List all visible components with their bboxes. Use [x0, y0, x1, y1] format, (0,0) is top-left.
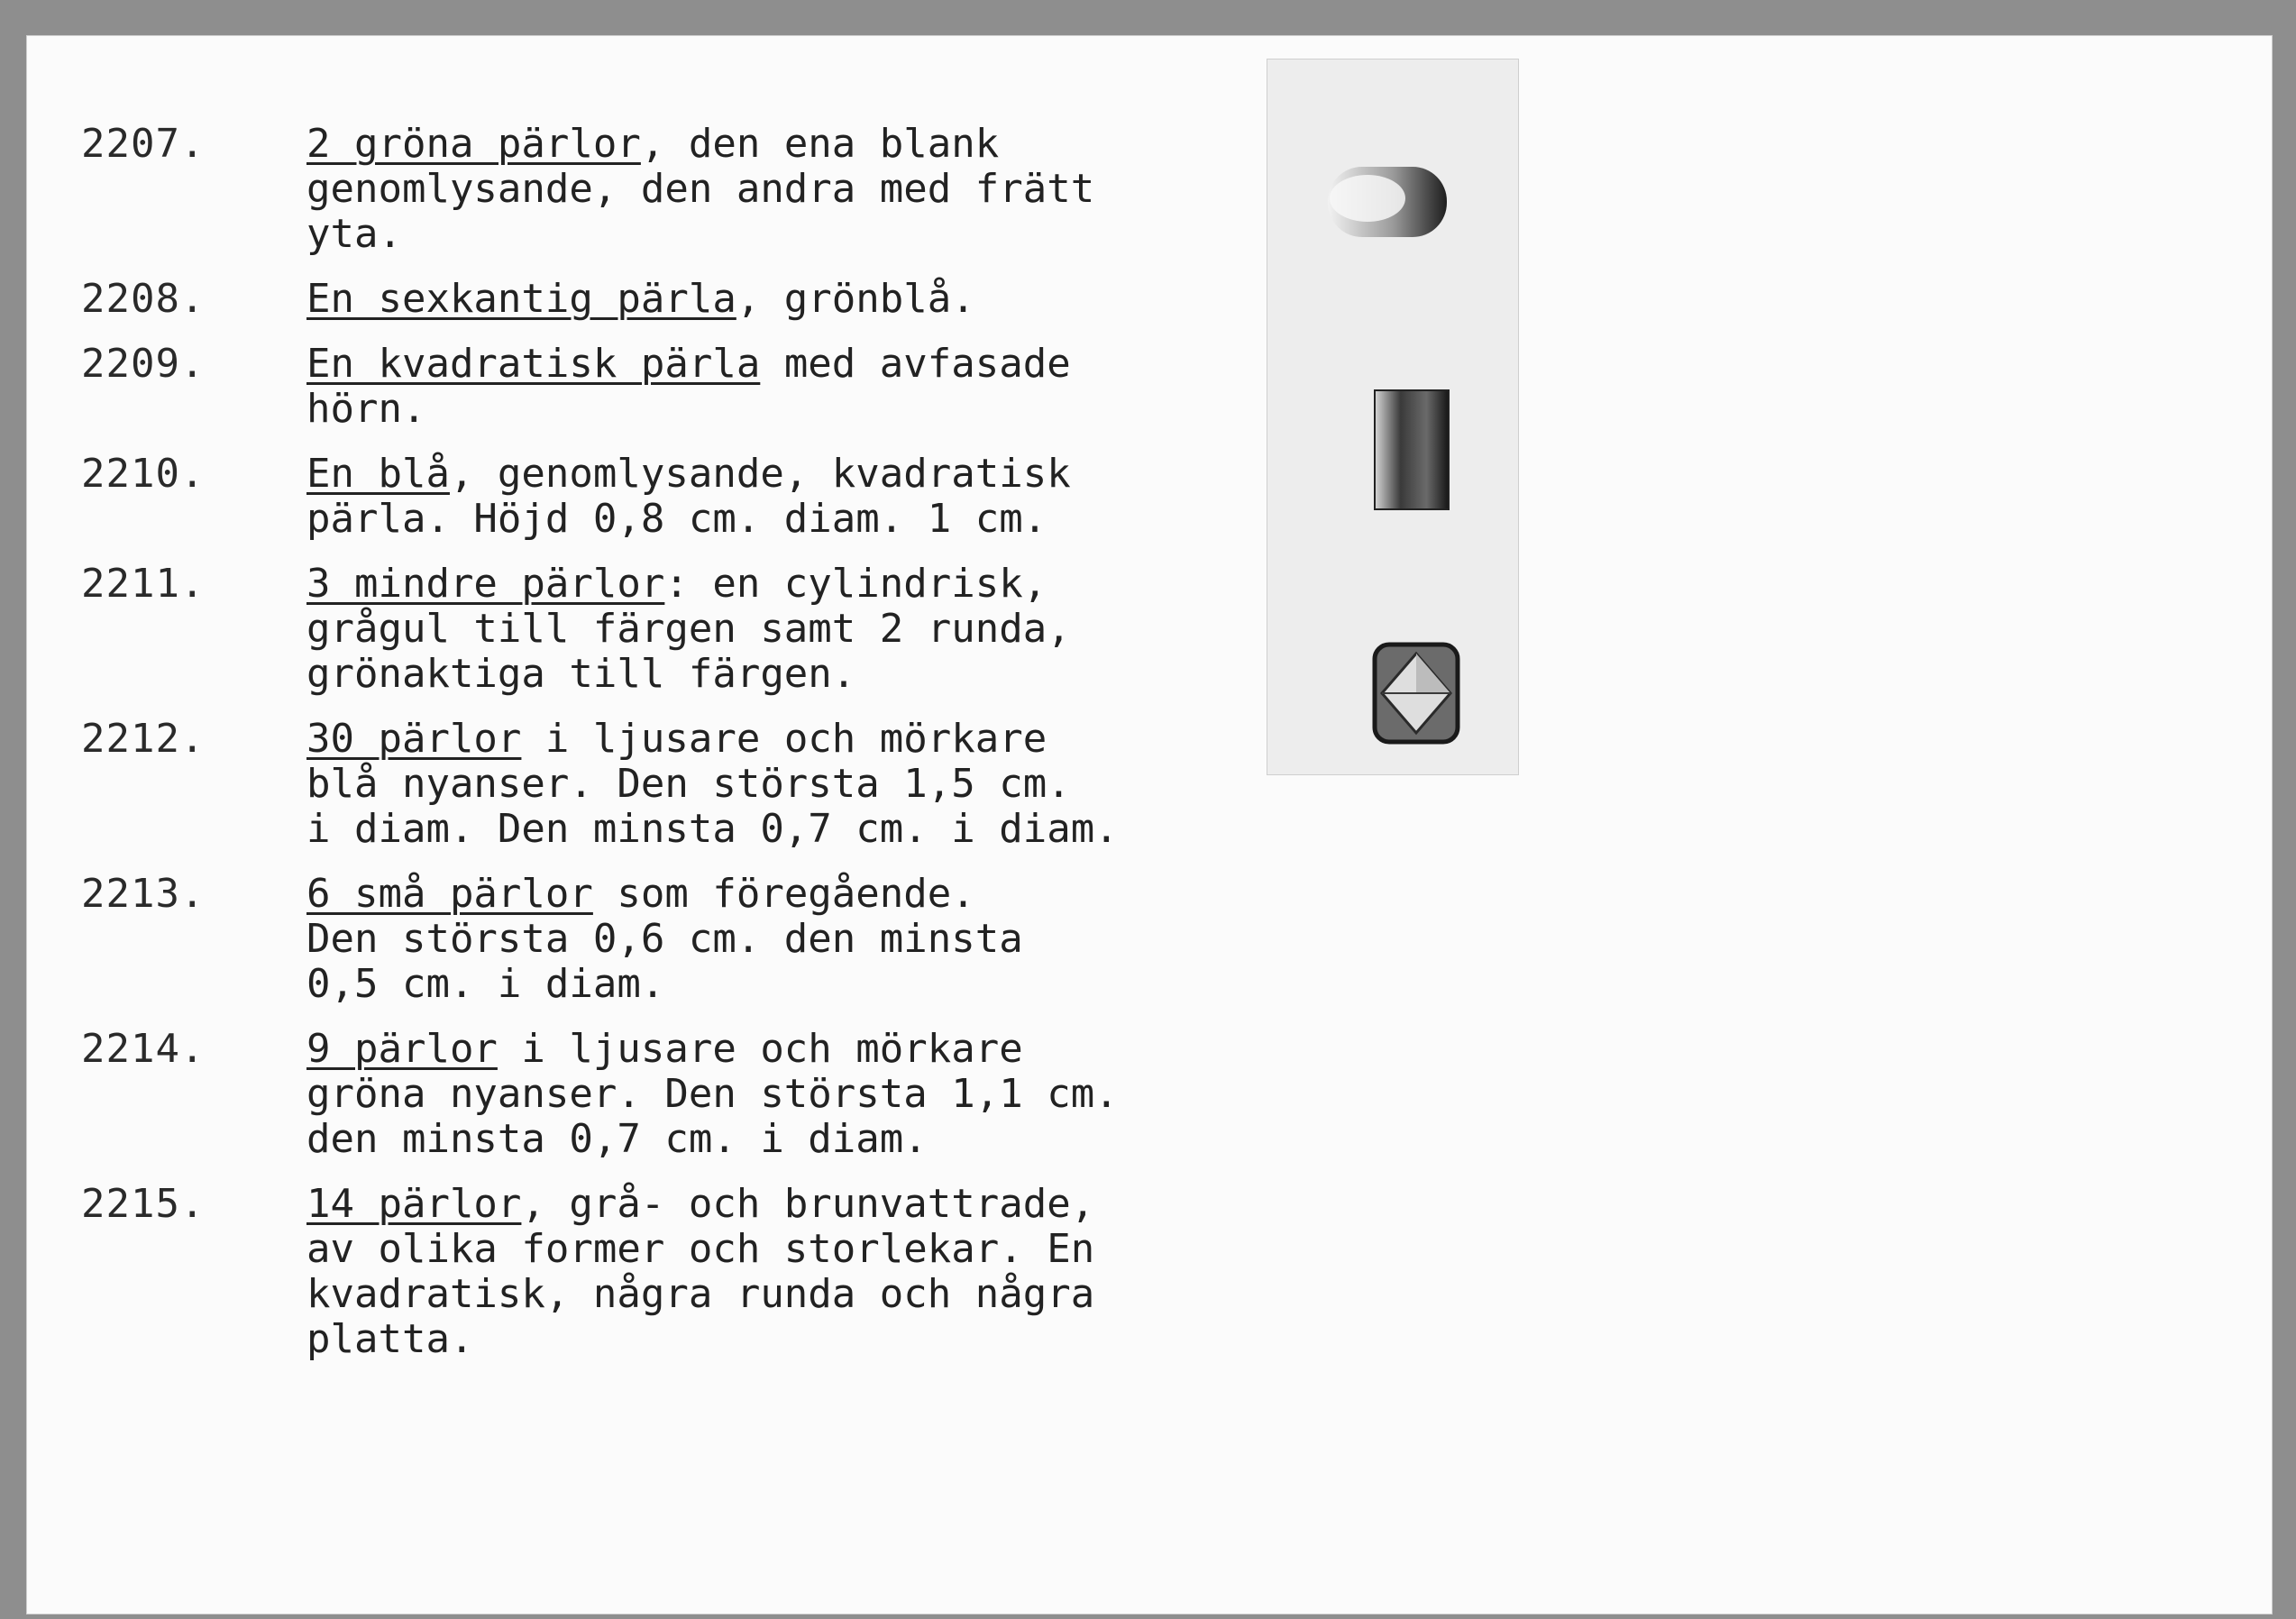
entry-2213 — [81, 872, 1253, 1007]
entry-description — [306, 872, 1271, 1007]
entry-2214 — [81, 1027, 1253, 1162]
entry-number: 2209. — [81, 341, 206, 387]
entry-2212 — [81, 717, 1253, 852]
entry-rest: : en cylindrisk, grågul till färgen samt 2 runda, grönaktiga till färgen. — [306, 561, 1071, 697]
entry-number: 2213. — [81, 871, 206, 917]
entry-description — [306, 277, 1271, 322]
entry-number: 2212. — [81, 716, 206, 762]
entry-rest: , den ena blank genomlysande, den andra med frätt yta. — [306, 121, 1095, 257]
entry-description — [306, 1027, 1271, 1162]
entry-rest: i ljusare och mörkare gröna nyanser. Den största 1,1 cm. den minsta 0,7 cm. i diam. — [306, 1026, 1119, 1162]
entry-2215 — [81, 1182, 1253, 1362]
entry-title: 30 pärlor — [306, 716, 522, 762]
entry-description — [306, 452, 1271, 542]
entry-rest: , grå- och brunvattrade, av olika former och storlekar. En kvadratisk, några runda och några platta. — [306, 1181, 1095, 1362]
entry-number: 2214. — [81, 1026, 206, 1072]
entry-title: 14 pärlor — [306, 1181, 522, 1227]
entry-description — [306, 717, 1271, 852]
entry-title: 2 gröna pärlor — [306, 121, 641, 167]
entry-2210 — [81, 452, 1253, 542]
entry-title: 6 små pärlor — [306, 871, 593, 917]
entry-title: En blå — [306, 451, 450, 497]
catalog-card — [27, 36, 2272, 1614]
entry-number: 2211. — [81, 561, 206, 607]
entry-description — [306, 342, 1271, 432]
entry-2208 — [81, 277, 1253, 322]
entry-description — [306, 562, 1271, 697]
entry-title: 9 pärlor — [306, 1026, 498, 1072]
entry-2209 — [81, 342, 1253, 432]
entry-description — [306, 122, 1271, 257]
entry-number: 2210. — [81, 451, 206, 497]
entry-rest: , grönblå. — [736, 276, 975, 322]
entry-number: 2215. — [81, 1181, 206, 1227]
entry-number: 2207. — [81, 121, 206, 167]
square-bead-icon — [1375, 390, 1449, 509]
entry-rest: som föregående. Den största 0,6 cm. den minsta 0,5 cm. i diam. — [306, 871, 1023, 1007]
faceted-bead-icon — [1375, 645, 1458, 742]
round-bead-icon — [1328, 167, 1447, 237]
entry-number: 2208. — [81, 276, 206, 322]
entry-description — [306, 1182, 1271, 1362]
entry-rest: med avfasade hörn. — [306, 341, 1071, 432]
entry-rest: , genomlysande, kvadratisk pärla. Höjd 0,8 cm. diam. 1 cm. — [306, 451, 1071, 542]
entry-title: En kvadratisk pärla — [306, 341, 761, 387]
entry-title: 3 mindre pärlor — [306, 561, 665, 607]
entry-2207 — [81, 122, 1253, 257]
bead-illustrations — [1267, 59, 1519, 775]
entry-title: En sexkantig pärla — [306, 276, 736, 322]
bead-photo-strip — [1267, 59, 1519, 775]
entry-rest: i ljusare och mörkare blå nyanser. Den största 1,5 cm. i diam. Den minsta 0,7 cm. i diam. — [306, 716, 1119, 852]
entry-list — [81, 122, 1253, 1382]
entry-2211 — [81, 562, 1253, 697]
